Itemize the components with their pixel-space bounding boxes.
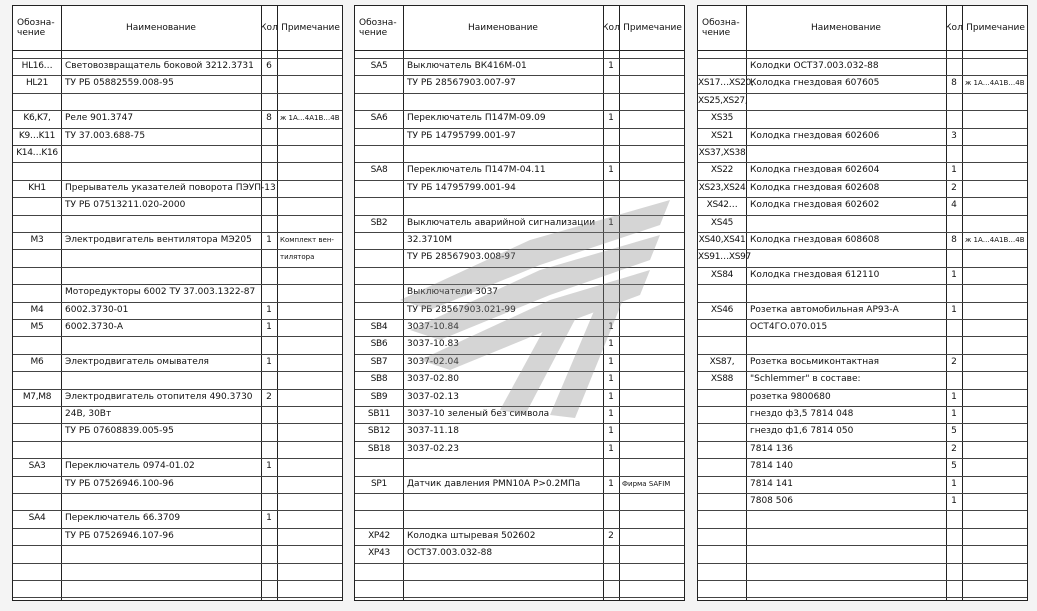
name-cell: Колодка гнездовая 602606 (750, 130, 880, 141)
name-cell: ТУ 37.003.688-75 (65, 130, 146, 141)
table-header (13, 6, 342, 51)
row-divider (355, 145, 684, 146)
name-cell: Колодки ОСТ37.003.032-88 (750, 61, 879, 71)
row-divider (13, 597, 342, 598)
name-cell: 3037-10.84 (407, 322, 459, 332)
name-cell: ТУ РБ 07608839.005-95 (65, 426, 174, 437)
designation-cell: M4 (30, 304, 44, 315)
note-cell: ж 1А…4А1В…4В (280, 114, 340, 123)
name-cell: 7814 141 (750, 478, 793, 489)
designation-cell: SB7 (370, 356, 388, 367)
row-divider (698, 215, 1027, 216)
name-cell: Переключатель П147М-04.11 (407, 165, 546, 176)
row-divider (13, 145, 342, 146)
name-cell: Колодка гнездовая 612110 (750, 269, 880, 280)
designation-cell: HL16… (21, 61, 53, 71)
name-cell: 32.3710М (407, 235, 452, 245)
qty-cell: 1 (608, 374, 614, 385)
note-cell: Комплект вен- (280, 236, 334, 244)
row-divider (355, 597, 684, 598)
row-divider (355, 580, 684, 581)
header-note: Примечание (281, 23, 340, 33)
name-cell: Реле 901.3747 (65, 113, 134, 124)
row-divider (355, 563, 684, 564)
header-qty: Кол (602, 23, 620, 33)
name-cell: ТУ РБ 07526946.107-96 (65, 530, 174, 541)
header-designation: Обозна- чение (17, 18, 55, 38)
designation-cell: XS25,XS27, (698, 95, 748, 106)
designation-cell: K6,K7, (23, 113, 51, 124)
designation-cell: XS87, (709, 356, 735, 367)
name-cell: 3037-10 зеленый без символа (407, 409, 550, 419)
qty-cell: 2 (951, 182, 957, 193)
row-divider (698, 580, 1027, 581)
qty-cell: 2 (266, 391, 272, 402)
qty-cell: 1 (608, 322, 614, 332)
name-cell: Колодка гнездовая 602608 (750, 182, 880, 193)
qty-cell: 1 (608, 217, 614, 228)
row-divider (698, 110, 1027, 111)
row-divider (698, 145, 1027, 146)
name-cell: 3037-11.18 (407, 426, 459, 437)
row-divider (355, 197, 684, 198)
row-divider (13, 441, 342, 442)
qty-cell: 2 (951, 356, 957, 367)
qty-cell: 1 (608, 478, 614, 489)
name-cell: 24В, 30Вт (65, 409, 112, 419)
name-cell: ТУ РБ 07526946.100-96 (65, 478, 174, 489)
qty-cell: 1 (608, 391, 614, 402)
name-cell: 3037-02.23 (407, 443, 459, 454)
name-cell: Колодка гнездовая 602602 (750, 200, 880, 211)
designation-cell: M3 (30, 235, 44, 245)
name-cell: гнездо ф1,6 7814 050 (750, 426, 854, 437)
row-divider (355, 510, 684, 511)
designation-cell: XS84 (710, 269, 734, 280)
designation-cell: SA5 (370, 61, 388, 71)
row-divider (13, 336, 342, 337)
name-cell: ТУ РБ 28567903.007-97 (407, 78, 516, 89)
qty-cell: 1 (951, 304, 957, 315)
designation-cell: SB6 (370, 339, 388, 350)
name-cell: ОСТ4ГО.070.015 (750, 322, 828, 332)
note-cell: тилятора (280, 253, 315, 262)
name-cell: Колодка гнездовая 608608 (750, 235, 880, 245)
row-divider (355, 93, 684, 94)
designation-cell: SB11 (367, 409, 391, 419)
name-cell: 6002.3730-А (65, 322, 124, 332)
name-cell: Световозвращатель боковой 3212.3731 (65, 61, 254, 71)
row-divider (13, 162, 342, 163)
name-cell: ТУ РБ 28567903.021-99 (407, 304, 516, 315)
name-cell: 3037-02.80 (407, 374, 459, 385)
name-cell: "Schlemmer" в составе: (750, 374, 861, 385)
designation-cell: M5 (30, 322, 44, 332)
row-divider (698, 545, 1027, 546)
name-cell: 6002.3730-01 (65, 304, 129, 315)
designation-cell: SA8 (370, 165, 388, 176)
header-name: Наименование (811, 23, 881, 33)
qty-cell: 1 (951, 496, 957, 506)
name-cell: Выключатель аварийной сигнализации (407, 217, 596, 228)
qty-cell: 1 (266, 513, 272, 524)
designation-cell: XS42… (706, 200, 738, 211)
designation-cell: XS35 (710, 113, 734, 124)
qty-cell: 1 (266, 461, 272, 472)
qty-cell: 1 (608, 443, 614, 454)
name-cell: Прерыватель указателей поворота ПЭУП-13 (65, 182, 276, 193)
designation-cell: XS22 (710, 165, 734, 176)
name-cell: Переключатель 66.3709 (65, 513, 181, 524)
row-divider (13, 371, 342, 372)
qty-cell: 1 (951, 269, 957, 280)
name-cell: Электродвигатель вентилятора МЭ205 (65, 235, 252, 245)
designation-cell: XP42 (368, 530, 390, 541)
name-cell: 7814 140 (750, 461, 793, 472)
designation-cell: M6 (30, 356, 44, 367)
table-header (698, 6, 1027, 51)
qty-cell: 6 (266, 61, 272, 71)
designation-cell: XS21 (710, 130, 734, 141)
designation-cell: SP1 (371, 478, 387, 489)
row-divider (13, 267, 342, 268)
note-cell: ж 1А…4А1В…4В (965, 79, 1025, 88)
qty-cell: 1 (608, 113, 614, 124)
designation-cell: SA4 (28, 513, 46, 524)
designation-cell: SB4 (370, 322, 388, 332)
row-divider (698, 284, 1027, 285)
qty-cell: 4 (951, 200, 957, 211)
qty-cell: 1 (608, 356, 614, 367)
header-designation: Обозна- чение (702, 18, 740, 38)
name-cell: Переключатель П147М-09.09 (407, 113, 546, 124)
qty-cell: 1 (266, 322, 272, 332)
spec-sheet-1 (12, 5, 343, 601)
name-cell: Розетка автомобильная АР93-А (750, 304, 899, 315)
qty-cell: 1 (951, 409, 957, 419)
qty-cell: 2 (608, 530, 614, 541)
designation-cell: SA3 (28, 461, 46, 472)
note-cell: Фирма SAFIM (622, 479, 671, 488)
row-divider (13, 563, 342, 564)
name-cell: Электродвигатель омывателя (65, 356, 209, 367)
header-name: Наименование (468, 23, 538, 33)
designation-cell: SB8 (370, 374, 388, 385)
name-cell: гнездо ф3,5 7814 048 (750, 409, 854, 419)
designation-cell: XS37,XS38 (698, 148, 746, 158)
name-cell: ОСТ37.003.032-88 (407, 548, 493, 559)
qty-cell: 1 (608, 165, 614, 176)
table-header (355, 6, 684, 51)
qty-cell: 5 (951, 461, 957, 472)
qty-cell: 1 (608, 426, 614, 437)
name-cell: 3037-10.83 (407, 339, 459, 350)
row-divider (13, 93, 342, 94)
row-divider (13, 580, 342, 581)
designation-cell: M7,M8 (22, 391, 52, 402)
header-note: Примечание (623, 23, 682, 33)
name-cell: ТУ РБ 05882559.008-95 (65, 78, 174, 89)
designation-cell: K14…K16 (16, 148, 58, 158)
name-cell: 3037-02.04 (407, 356, 459, 367)
name-cell: Выключатели 3037 (407, 287, 499, 298)
header-qty: Кол (260, 23, 278, 33)
designation-cell: HL21 (25, 78, 49, 89)
row-divider (698, 528, 1027, 529)
name-cell: Колодка штыревая 502602 (407, 530, 536, 541)
name-cell: ТУ РБ 14795799.001-94 (407, 182, 516, 193)
header-name: Наименование (126, 23, 196, 33)
qty-cell: 1 (951, 478, 957, 489)
qty-cell: 5 (951, 426, 957, 437)
designation-cell: SB18 (367, 443, 391, 454)
row-divider (355, 458, 684, 459)
name-cell: Моторедукторы 6002 ТУ 37.003.1322-87 (65, 287, 256, 298)
designation-cell: XS91…XS97 (698, 252, 751, 263)
name-cell: 3037-02.13 (407, 391, 459, 402)
name-cell: Розетка восьмиконтактная (750, 356, 880, 367)
qty-cell: 1 (266, 356, 272, 367)
qty-cell: 1 (608, 409, 614, 419)
name-cell: Колодка гнездовая 602604 (750, 165, 880, 176)
note-cell: ж 1А…4А1В…4В (965, 236, 1025, 244)
name-cell: ТУ РБ 28567903.008-97 (407, 252, 516, 263)
name-cell: Выключатель ВК416М-01 (407, 61, 527, 71)
name-cell: Датчик давления PMN10A P>0.2МПа (407, 478, 581, 489)
designation-cell: K9…K11 (18, 130, 56, 141)
designation-cell: KH1 (28, 182, 46, 193)
qty-cell: 1 (608, 61, 614, 71)
qty-cell: 1 (951, 391, 957, 402)
qty-cell: 8 (951, 78, 957, 89)
name-cell: Переключатель 0974-01.02 (65, 461, 195, 472)
qty-cell: 1 (951, 165, 957, 176)
name-cell: 7814 136 (750, 443, 793, 454)
row-divider (698, 510, 1027, 511)
row-divider (698, 597, 1027, 598)
header-designation: Обозна- чение (359, 18, 397, 38)
row-divider (355, 493, 684, 494)
row-divider (698, 563, 1027, 564)
designation-cell: XS45 (710, 217, 734, 228)
name-cell: розетка 9800680 (750, 391, 831, 402)
spec-sheet-3 (697, 5, 1028, 601)
row-divider (13, 545, 342, 546)
designation-cell: XS46 (710, 304, 734, 315)
designation-cell: SB12 (367, 426, 391, 437)
designation-cell: SB9 (370, 391, 388, 402)
row-divider (13, 215, 342, 216)
designation-cell: XS17…XS20, (698, 78, 754, 89)
row-divider (13, 493, 342, 494)
designation-cell: SB2 (370, 217, 388, 228)
name-cell: Электродвигатель отопителя 490.3730 (65, 391, 253, 402)
designation-cell: XP43 (368, 548, 390, 559)
name-cell: 7808 506 (750, 496, 793, 506)
name-cell: Колодка гнездовая 607605 (750, 78, 880, 89)
header-qty: Кол (945, 23, 963, 33)
row-divider (698, 249, 1027, 250)
qty-cell: 2 (951, 443, 957, 454)
spec-sheet-2 (354, 5, 685, 601)
qty-cell: 3 (951, 130, 957, 141)
name-cell: ТУ РБ 07513211.020-2000 (65, 200, 186, 211)
qty-cell: 1 (266, 235, 272, 245)
qty-cell: 1 (608, 339, 614, 350)
header-note: Примечание (966, 23, 1025, 33)
designation-cell: XS40,XS41 (698, 235, 746, 245)
row-divider (698, 93, 1027, 94)
designation-cell: SA6 (370, 113, 388, 124)
qty-cell: 8 (951, 235, 957, 245)
qty-cell: 1 (266, 304, 272, 315)
designation-cell: XS23,XS24 (698, 182, 746, 193)
name-cell: ТУ РБ 14795799.001-97 (407, 130, 516, 141)
row-divider (698, 336, 1027, 337)
designation-cell: XS88 (710, 374, 734, 385)
qty-cell: 8 (266, 113, 272, 124)
row-divider (355, 267, 684, 268)
